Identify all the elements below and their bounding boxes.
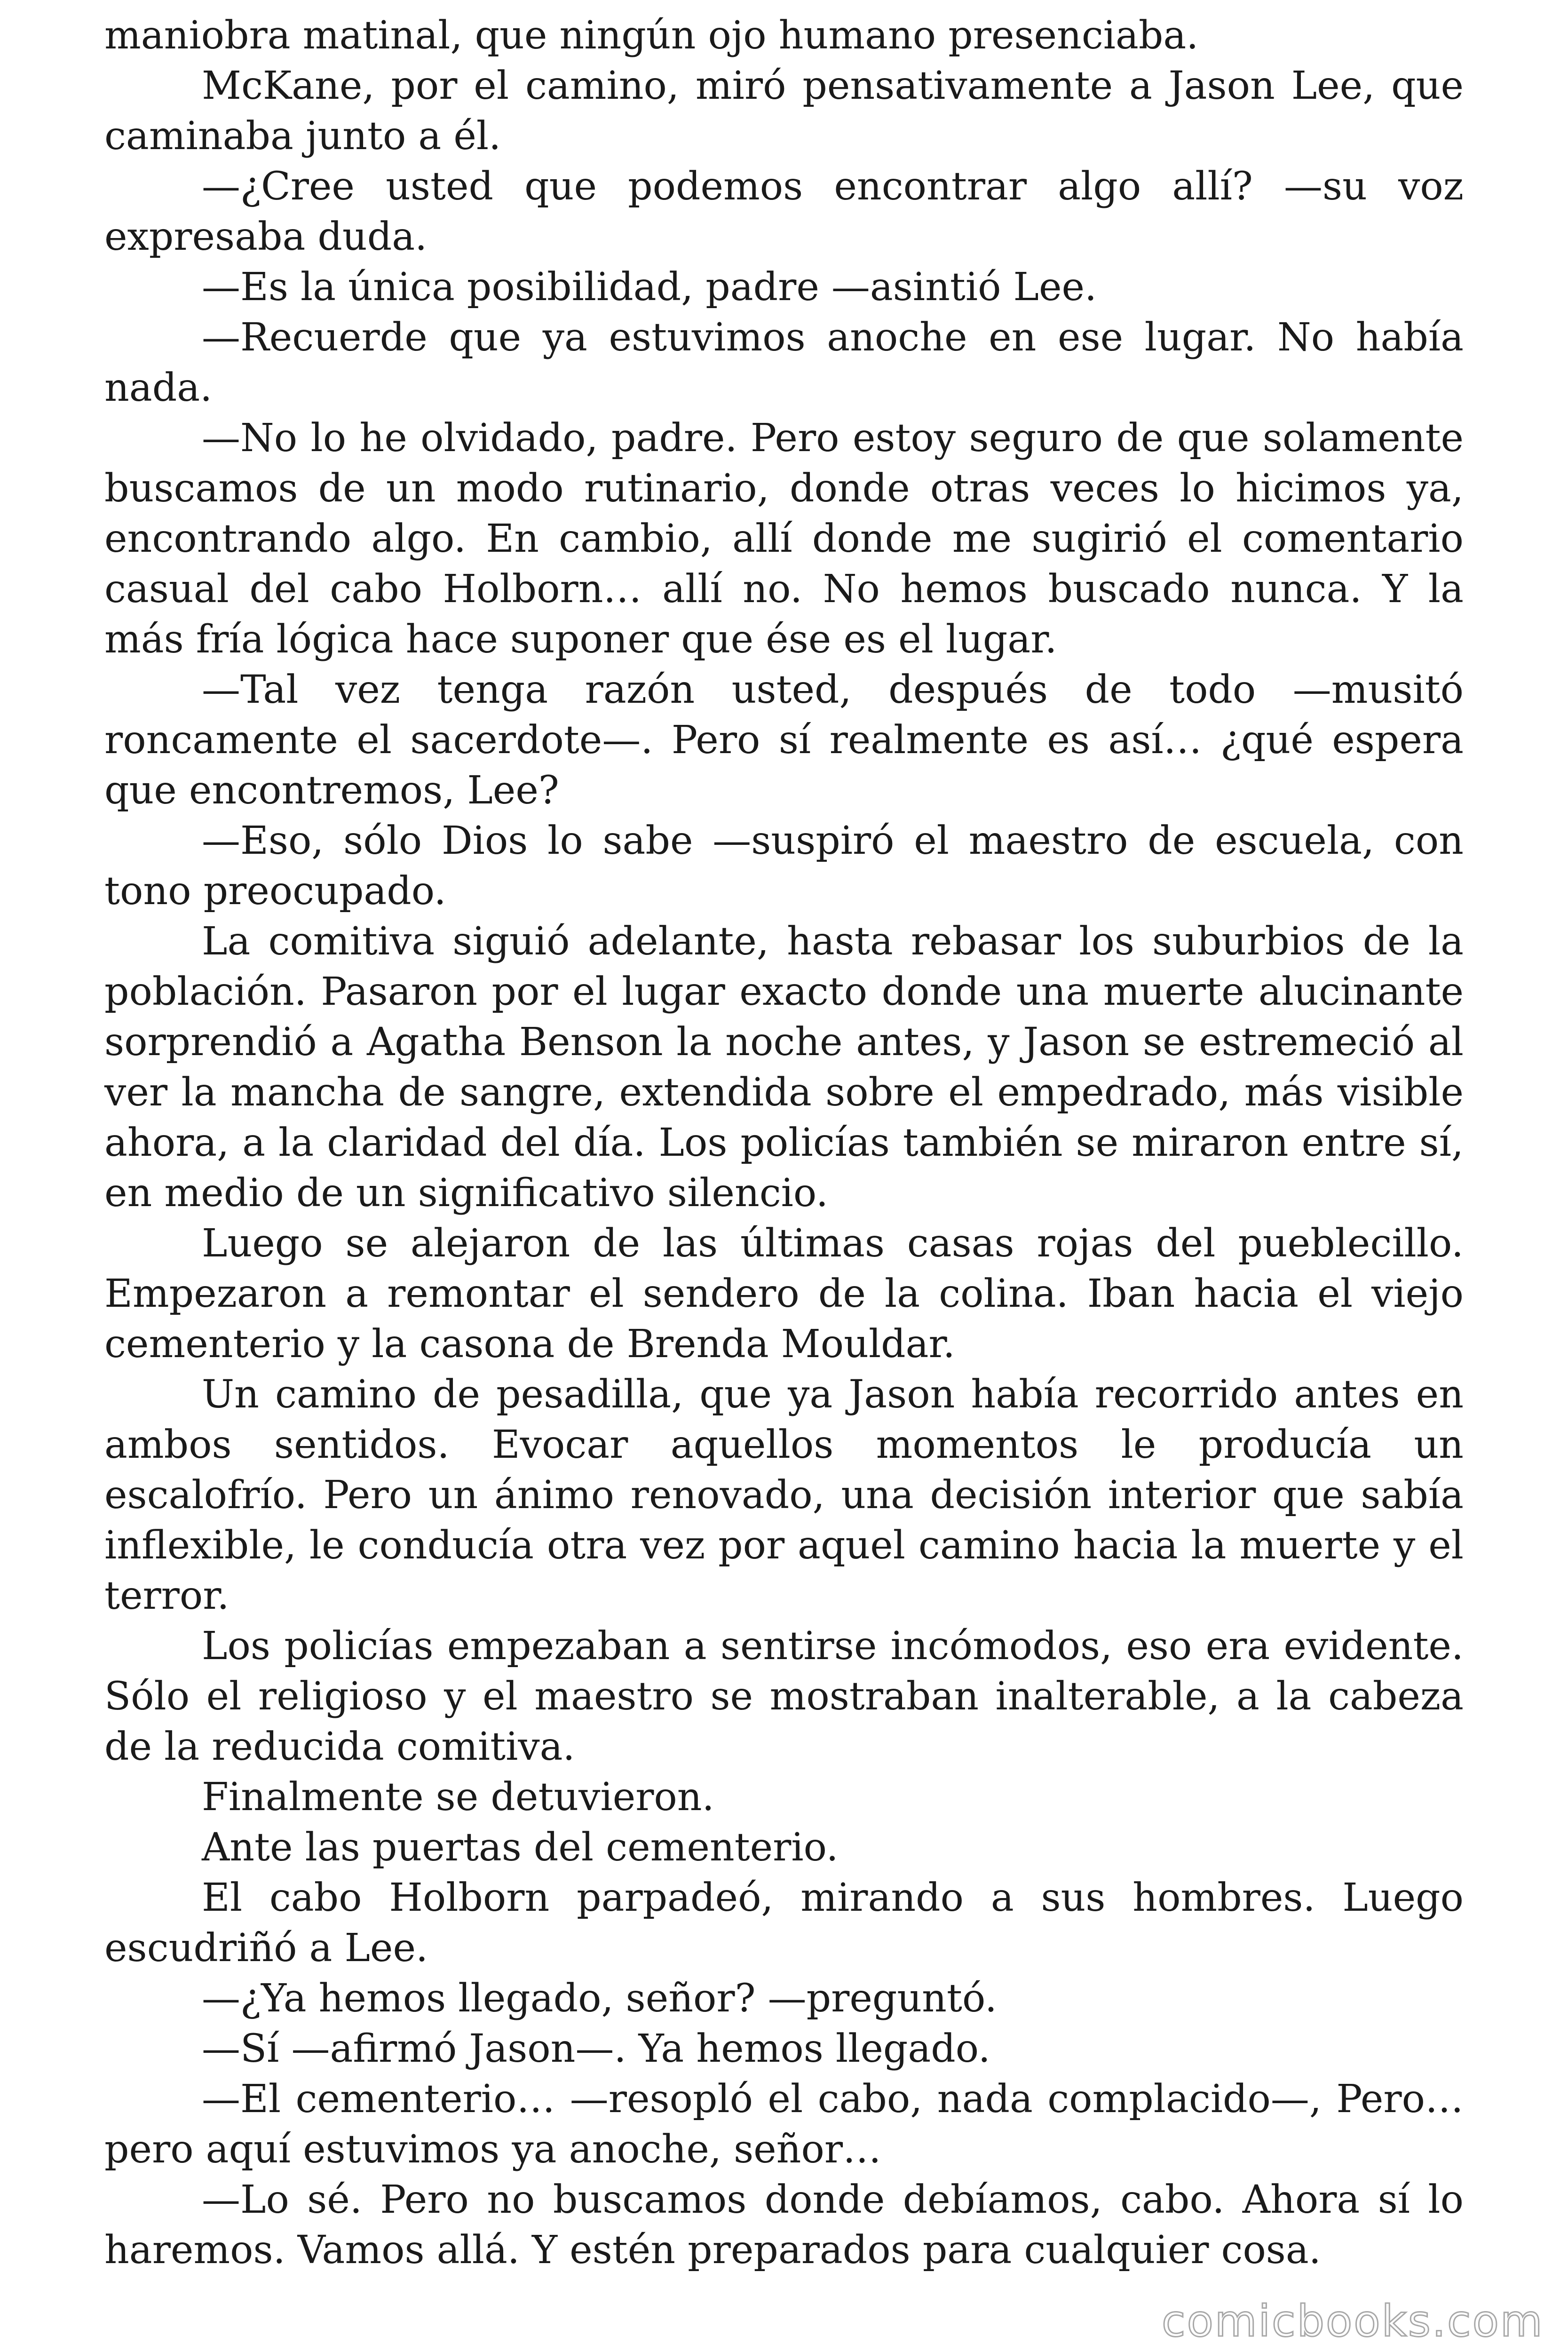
book-page-text xyxy=(104,10,1464,2315)
paragraph: —Eso, sólo Dios lo sabe —suspiró el maestro de escuela, con tono preocupado. xyxy=(104,818,1464,914)
paragraph: El cabo Holborn parpadeó, mirando a sus hombres. Luego escudriñó a Lee. xyxy=(104,1875,1464,1971)
paragraph: Ante las puertas del cementerio. xyxy=(202,1825,839,1870)
paragraph: Luego se alejaron de las últimas casas rojas del pueblecillo. Empezaron a remontar el sendero de la colina. Iban hacia el viejo cementerio y la casona de Brenda Mouldar. xyxy=(104,1221,1464,1367)
paragraph: McKane, por el camino, miró pensativamente a Jason Lee, que caminaba junto a él. xyxy=(104,64,1464,159)
paragraph: —¿Ya hemos llegado, señor? —preguntó. xyxy=(202,1976,997,2021)
paragraph: —Tal vez tenga razón usted, después de todo —musitó roncamente el sacerdote—. Pero sí realmente es así… ¿qué espera que encontremos, Lee? xyxy=(104,667,1464,813)
paragraph: —No lo he olvidado, padre. Pero estoy seguro de que solamente buscamos de un modo rutinario, donde otras veces lo hicimos ya, encontrando algo. En cambio, allí donde me sugirió el comentario casual del cabo Holborn… allí no. No hemos buscado nunca. Y la más fría lógica hace suponer que ése es el lugar. xyxy=(104,416,1464,662)
paragraph: —Sí —afirmó Jason—. Ya hemos llegado. xyxy=(202,2026,990,2071)
paragraph: —Recuerde que ya estuvimos anoche en ese lugar. No había nada. xyxy=(104,315,1464,410)
paragraph: La comitiva siguió adelante, hasta rebasar los suburbios de la población. Pasaron por el lugar exacto donde una muerte alucinante sorprendió a Agatha Benson la noche antes, y Jason se estremeció al ver la mancha de sangre, extendida sobre el empedrado, más visible ahora, a la claridad del día. Los policías también se miraron entre sí, en medio de un significativo silencio. xyxy=(104,919,1464,1216)
paragraph: —Es la única posibilidad, padre —asintió Lee. xyxy=(202,265,1097,310)
paragraph: maniobra matinal, que ningún ojo humano presenciaba. xyxy=(104,13,1199,58)
paragraph: Un camino de pesadilla, que ya Jason había recorrido antes en ambos sentidos. Evocar aquellos momentos le producía un escalofrío. Pero un ánimo renovado, una decisión interior que sabía inflexible, le conducía otra vez por aquel camino hacia la muerte y el terror. xyxy=(104,1372,1464,1618)
paragraph: —Lo sé. Pero no buscamos donde debíamos, cabo. Ahora sí lo haremos. Vamos allá. Y estén preparados para cualquier cosa. xyxy=(104,2177,1464,2273)
paragraph: —¿Cree usted que podemos encontrar algo allí? —su voz expresaba duda. xyxy=(104,164,1464,259)
paragraph: —El cementerio… —resopló el cabo, nada complacido—, Pero… pero aquí estuvimos ya anoche, señor… xyxy=(104,2077,1464,2172)
paragraph: Finalmente se detuvieron. xyxy=(202,1775,714,1820)
paragraph: Los policías empezaban a sentirse incómodos, eso era evidente. Sólo el religioso y el maestro se mostraban inalterable, a la cabeza de la reducida comitiva. xyxy=(104,1624,1464,1769)
watermark-logo: comicbooks.com xyxy=(1162,2296,1544,2346)
